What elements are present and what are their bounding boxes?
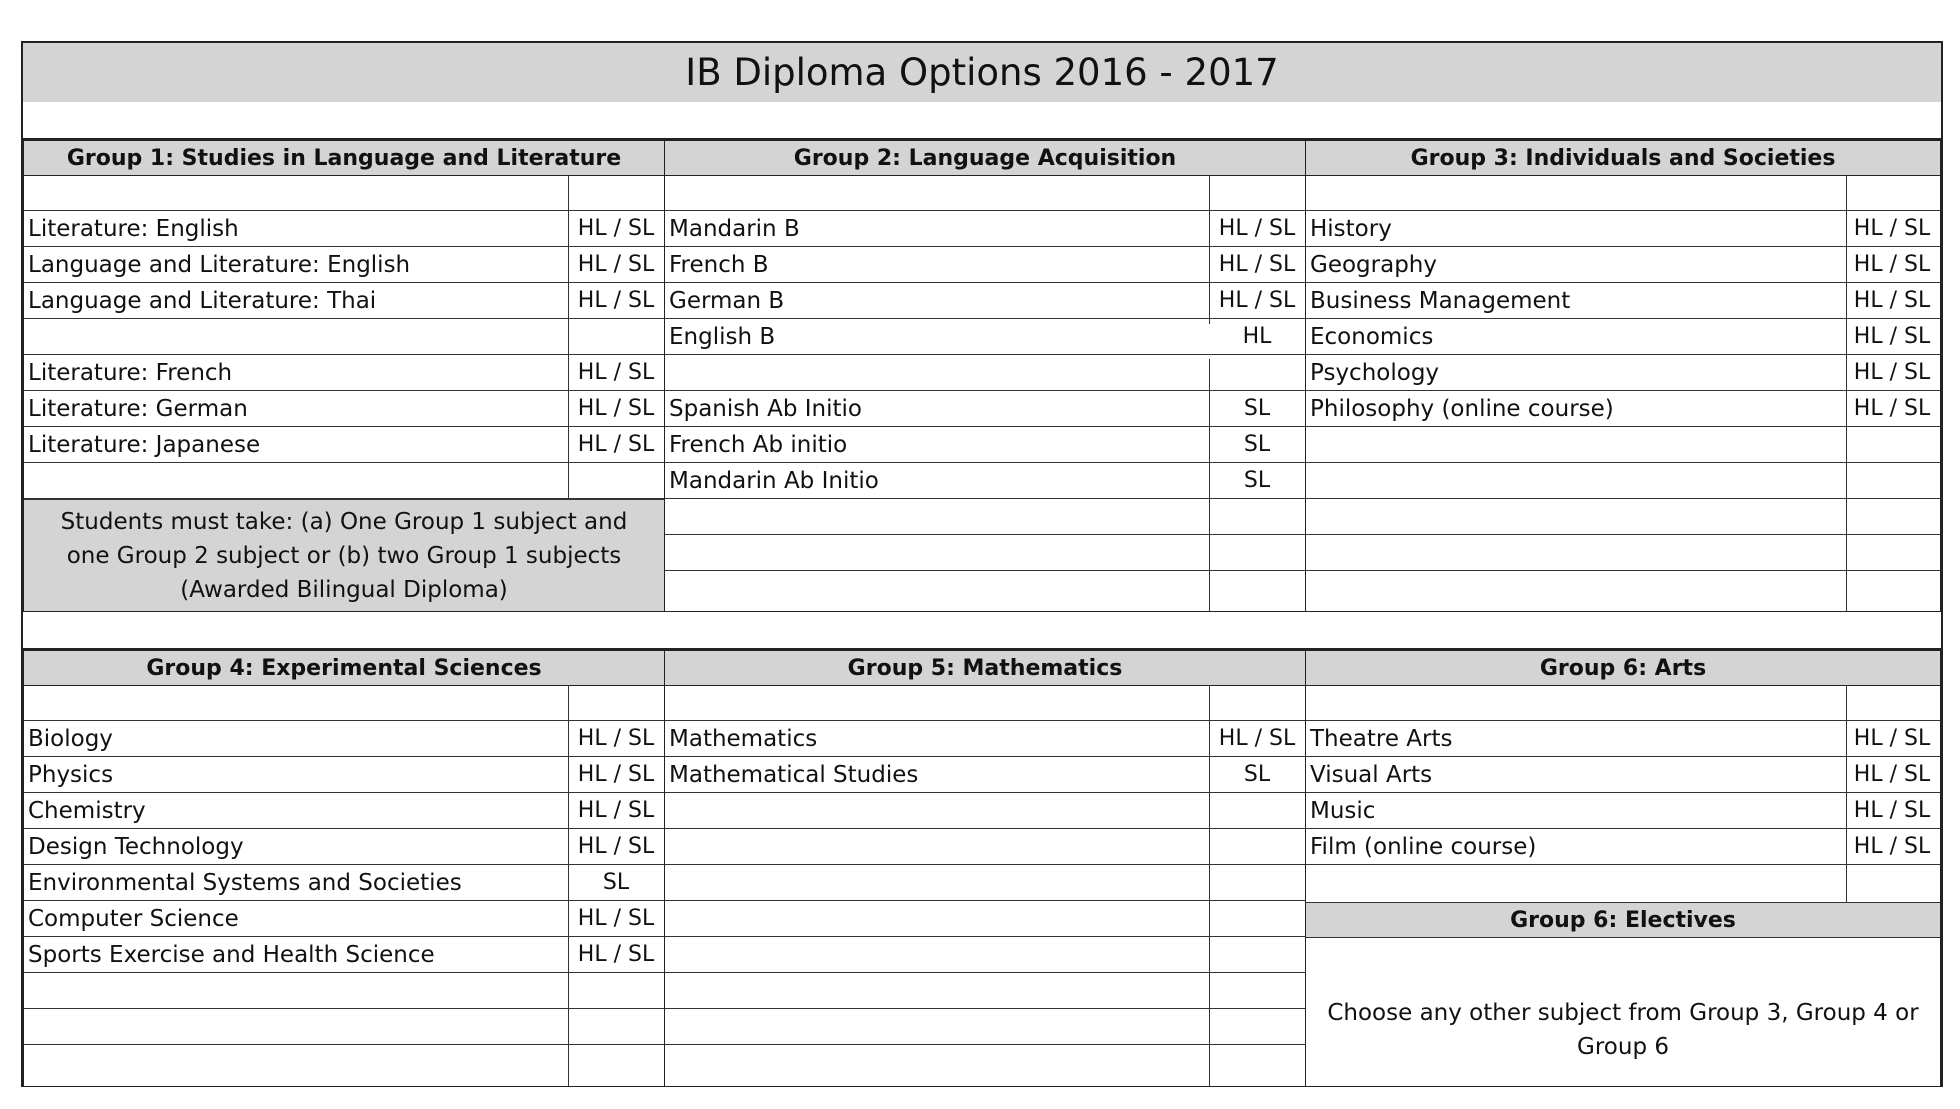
subject-name: Biology	[28, 725, 113, 752]
group-5-heading: Group 5: Mathematics	[665, 651, 1305, 686]
subject-name: Film (online course)	[1310, 833, 1537, 860]
group-6-row	[1306, 757, 1940, 793]
group-5-row	[665, 937, 1305, 973]
group-1-row	[24, 211, 664, 247]
subject-name: Spanish Ab Initio	[669, 395, 863, 422]
group-3-row	[1306, 283, 1940, 319]
level: HL / SL	[1218, 726, 1296, 751]
level: HL	[1242, 324, 1272, 349]
group-1-row	[24, 247, 664, 283]
subject-name: Mathematics	[669, 725, 818, 752]
level: HL / SL	[577, 906, 655, 931]
level: HL / SL	[1853, 324, 1931, 349]
group-4-row	[24, 973, 664, 1009]
level: HL / SL	[1853, 798, 1931, 823]
subject-name: History	[1310, 215, 1392, 242]
level: HL / SL	[577, 762, 655, 787]
spacer-row-middle	[23, 612, 1941, 650]
group-4-row	[24, 793, 664, 829]
blank-row	[665, 685, 1305, 721]
level: SL	[1243, 396, 1271, 421]
level: HL / SL	[1853, 762, 1931, 787]
subject-name: Language and Literature: English	[28, 251, 411, 278]
group-3-row	[1306, 535, 1940, 571]
group-3-row	[1306, 571, 1940, 607]
subject-name: French B	[669, 251, 769, 278]
blank-row	[1306, 175, 1940, 211]
group-3-row	[1306, 499, 1940, 535]
group-3-row	[1306, 463, 1940, 499]
subject-name: Language and Literature: Thai	[28, 287, 377, 314]
level: HL / SL	[577, 798, 655, 823]
group-2-heading: Group 2: Language Acquisition	[665, 141, 1305, 176]
group-5-panel	[664, 650, 1306, 1087]
group-2-row	[665, 535, 1305, 571]
spacer-row-top	[23, 102, 1941, 140]
group-1-row	[24, 355, 664, 391]
group-5-row	[665, 757, 1305, 793]
group-3-row	[1306, 211, 1940, 247]
group-5-row	[665, 1009, 1305, 1045]
subject-name: Philosophy (online course)	[1310, 395, 1614, 422]
group-2-row	[665, 571, 1305, 607]
subject-name: Mandarin Ab Initio	[669, 467, 879, 494]
level: HL / SL	[1218, 216, 1296, 241]
level: HL / SL	[577, 834, 655, 859]
level: HL / SL	[1853, 834, 1931, 859]
group-2-row	[665, 463, 1305, 499]
blank-row	[665, 175, 1305, 211]
group-6-electives-heading: Group 6: Electives	[1306, 902, 1940, 938]
subject-name: Literature: French	[28, 359, 233, 386]
level: HL / SL	[577, 726, 655, 751]
level: HL / SL	[577, 216, 655, 241]
subject-name: French Ab initio	[669, 431, 848, 458]
level: SL	[1243, 468, 1271, 493]
group-6-heading: Group 6: Arts	[1306, 651, 1940, 686]
group-1-row	[24, 283, 664, 319]
level: HL / SL	[1853, 396, 1931, 421]
level: HL / SL	[1853, 726, 1931, 751]
level: HL / SL	[577, 396, 655, 421]
subject-name: Literature: English	[28, 215, 239, 242]
group-1-row	[24, 463, 664, 499]
group-5-row	[665, 793, 1305, 829]
group-6-row	[1306, 721, 1940, 757]
group-5-row	[665, 901, 1305, 937]
group-2-row	[665, 355, 1305, 391]
group-3-row	[1306, 427, 1940, 463]
group-2-row	[665, 247, 1305, 283]
group-5-row	[665, 973, 1305, 1009]
level: SL	[1243, 432, 1271, 457]
subject-name: Literature: German	[28, 395, 248, 422]
level: HL / SL	[577, 288, 655, 313]
level: HL / SL	[1218, 252, 1296, 277]
group-3-row	[1306, 319, 1940, 355]
group-2-row	[665, 283, 1305, 319]
level: HL / SL	[1853, 288, 1931, 313]
group-6-row	[1306, 793, 1940, 829]
group-2-row	[665, 211, 1305, 247]
subject-name: Design Technology	[28, 833, 244, 860]
subject-name: Environmental Systems and Societies	[28, 869, 462, 896]
subject-name: Visual Arts	[1310, 761, 1433, 788]
group-3-heading: Group 3: Individuals and Societies	[1306, 141, 1940, 176]
level: HL / SL	[577, 360, 655, 385]
subject-name: Geography	[1310, 251, 1437, 278]
group-3-row	[1306, 355, 1940, 391]
group-5-row	[665, 1045, 1305, 1086]
page-title: IB Diploma Options 2016 - 2017	[23, 43, 1941, 104]
group-5-row	[665, 829, 1305, 865]
group-2-row	[665, 499, 1305, 535]
subject-name: Mathematical Studies	[669, 761, 919, 788]
group-4-panel	[23, 650, 665, 1087]
group-1-row	[24, 391, 664, 427]
level: HL / SL	[577, 432, 655, 457]
subject-name: German B	[669, 287, 785, 314]
group-2-row	[665, 391, 1305, 427]
group-1-panel	[23, 140, 665, 612]
group-4-row	[24, 865, 664, 901]
group-4-row	[24, 901, 664, 937]
group-4-row	[24, 937, 664, 973]
group-3-row	[1306, 391, 1940, 427]
subject-name: Theatre Arts	[1310, 725, 1453, 752]
group-4-row	[24, 829, 664, 865]
group-3-panel	[1305, 140, 1941, 612]
subject-name: Sports Exercise and Health Science	[28, 941, 435, 968]
group-6-electives-note: Choose any other subject from Group 3, Group 4 or Group 6	[1327, 999, 1919, 1060]
level: HL / SL	[1853, 360, 1931, 385]
group-6-row	[1306, 865, 1940, 901]
group-2-panel	[664, 140, 1306, 612]
blank-row	[24, 685, 664, 721]
group-6-panel	[1305, 650, 1941, 1087]
group-4-row	[24, 721, 664, 757]
level: HL / SL	[1218, 288, 1296, 313]
group-5-row	[665, 721, 1305, 757]
group-6-row	[1306, 829, 1940, 865]
group-1-heading: Group 1: Studies in Language and Literature	[24, 141, 664, 176]
group-4-heading: Group 4: Experimental Sciences	[24, 651, 664, 686]
level: HL / SL	[1853, 252, 1931, 277]
level: SL	[1243, 762, 1271, 787]
subject-name: English B	[669, 323, 776, 350]
subject-name: Computer Science	[28, 905, 239, 932]
options-sheet	[21, 41, 1943, 1087]
subject-name: Chemistry	[28, 797, 146, 824]
blank-row	[24, 175, 664, 211]
subject-name: Literature: Japanese	[28, 431, 261, 458]
group-5-row	[665, 865, 1305, 901]
subject-name: Physics	[28, 761, 114, 788]
group-1-note: Students must take: (a) One Group 1 subject and one Group 2 subject or (b) two Group 1 subjects (Awarded Bilingual Diploma)	[24, 499, 664, 611]
group-4-row	[24, 757, 664, 793]
group-2-row	[665, 319, 1305, 355]
level: HL / SL	[577, 252, 655, 277]
level: SL	[602, 870, 630, 895]
group-4-row	[24, 1009, 664, 1045]
subject-name: Economics	[1310, 323, 1434, 350]
group-4-row	[24, 1045, 664, 1086]
subject-name: Music	[1310, 797, 1376, 824]
blank-row	[1306, 685, 1940, 721]
group-3-row	[1306, 247, 1940, 283]
group-2-row	[665, 427, 1305, 463]
level: HL / SL	[1853, 216, 1931, 241]
subject-name: Psychology	[1310, 359, 1440, 386]
group-1-row	[24, 319, 664, 355]
subject-name: Business Management	[1310, 287, 1571, 314]
level: HL / SL	[577, 942, 655, 967]
group-1-row	[24, 427, 664, 463]
subject-name: Mandarin B	[669, 215, 800, 242]
